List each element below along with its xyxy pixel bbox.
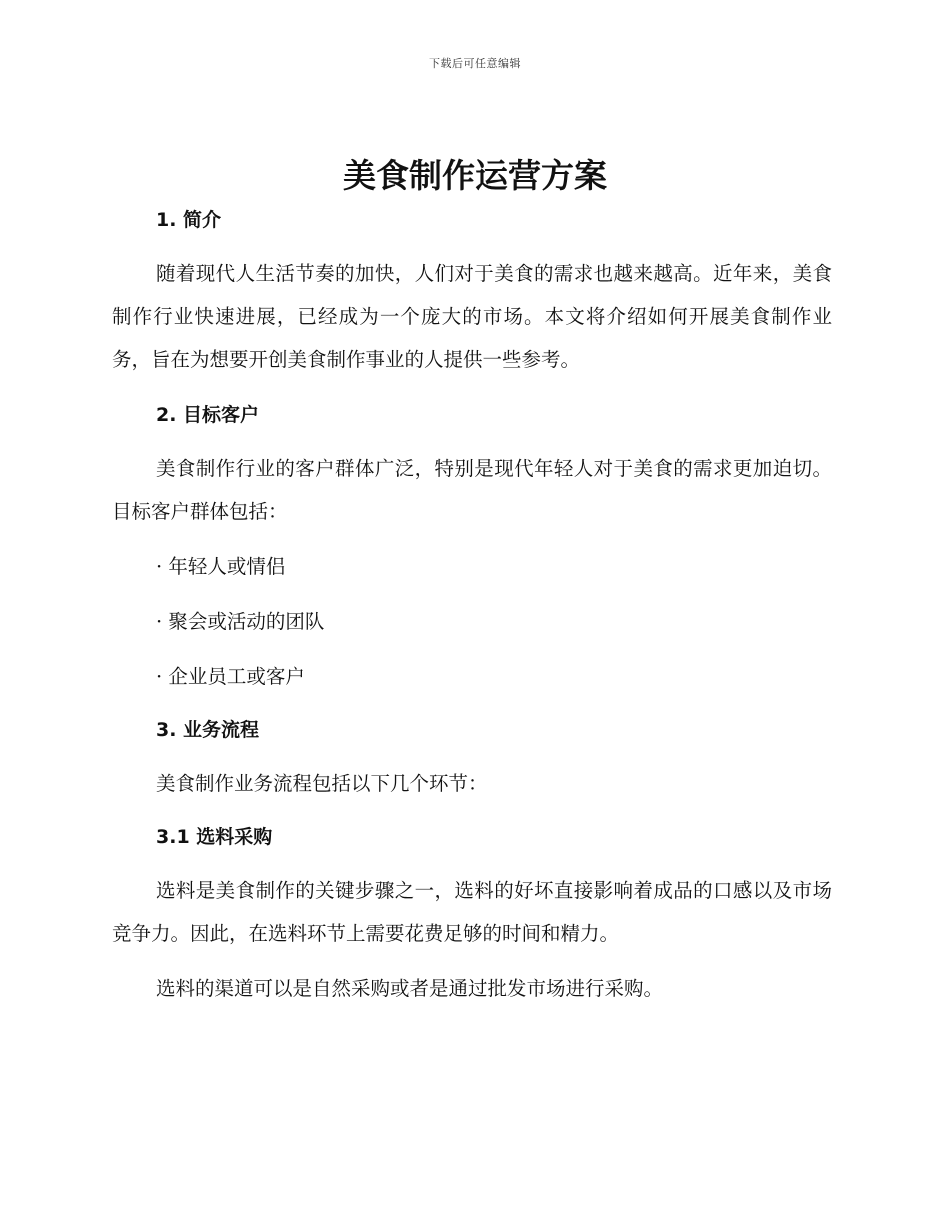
process-paragraph: 美食制作业务流程包括以下几个环节： [156,772,488,795]
list-item: · 聚会或活动的团队 [156,610,325,633]
header-note: 下载后可任意编辑 [429,57,521,70]
sourcing-paragraph-2: 选料的渠道可以是自然采购或者是通过批发市场进行采购。 [156,977,664,1000]
sourcing-paragraph-1: 选料是美食制作的关键步骤之一，选料的好坏直接影响着成品的口感以及市场竞争力。因此，在选料环节上需要花费足够的时间和精力。 [112,879,832,945]
section-heading-intro: 1. 简介 [156,209,222,231]
section-heading-sourcing: 3.1 选料采购 [156,826,273,848]
list-item: · 年轻人或情侣 [156,555,286,578]
section-heading-target: 2. 目标客户 [156,404,260,426]
intro-paragraph: 随着现代人生活节奏的加快，人们对于美食的需求也越来越高。近年来，美食制作行业快速进展，已经成为一个庞大的市场。本文将介绍如何开展美食制作业务，旨在为想要开创美食制作事业的人提供一些参考。 [112,262,832,371]
document-title: 美食制作运营方案 [343,156,607,195]
list-item: · 企业员工或客户 [156,665,305,688]
section-heading-process: 3. 业务流程 [156,719,260,741]
target-paragraph: 美食制作行业的客户群体广泛，特别是现代年轻人对于美食的需求更加迫切。目标客户群体包括： [112,457,832,523]
document-body [112,200,832,1010]
